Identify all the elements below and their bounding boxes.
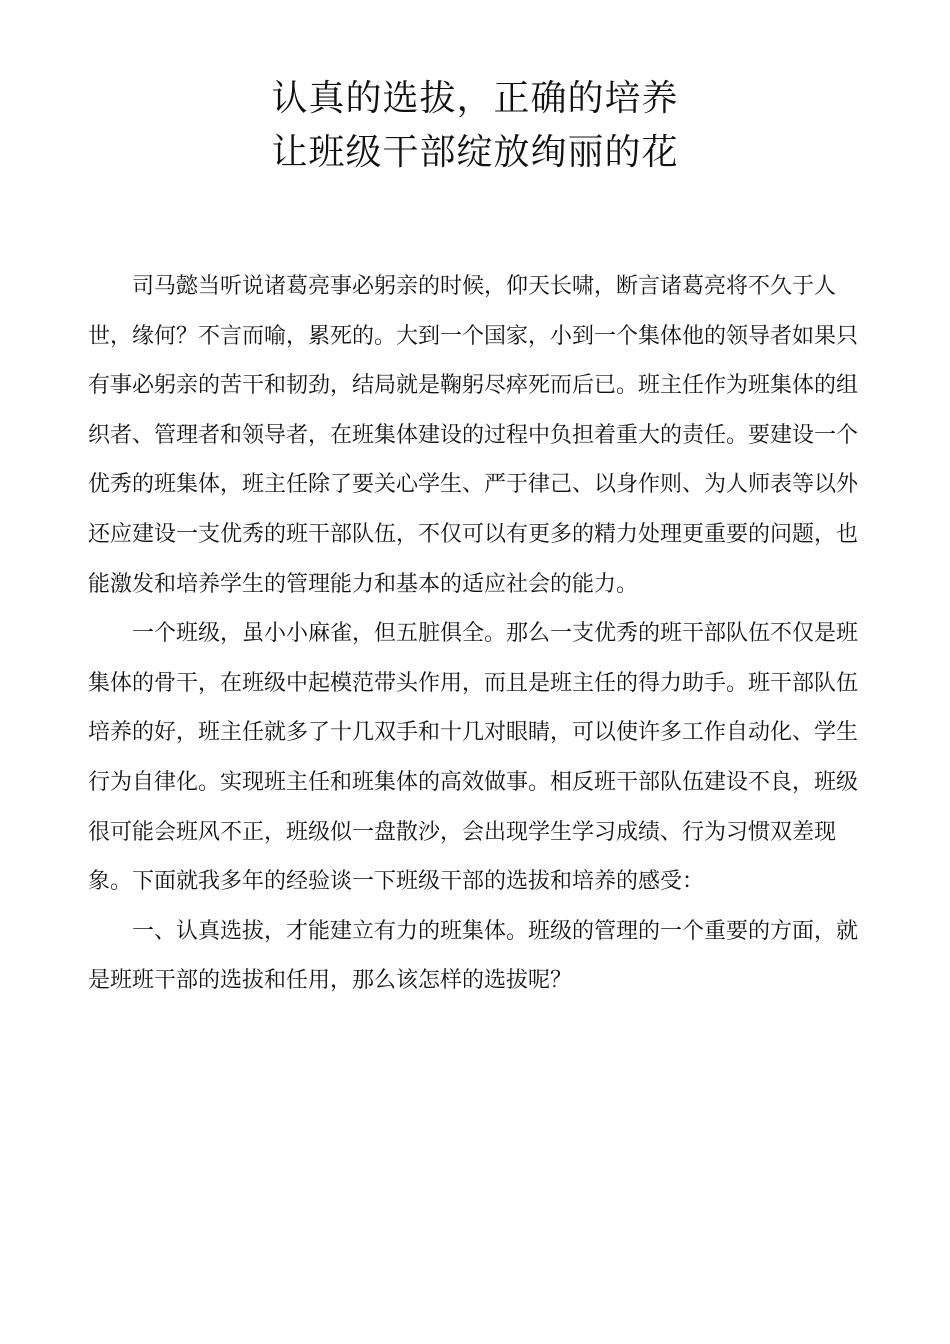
title-line-1: 认真的选拔，正确的培养: [271, 78, 679, 119]
document-body: [88, 262, 878, 1006]
paragraph-3: 一、认真选拔，才能建立有力的班集体。班级的管理的一个重要的方面，就是班班干部的选拔和任用，那么该怎样的选拔呢？: [88, 918, 859, 994]
paragraph-1: 司马懿当听说诸葛亮事必躬亲的时候，仰天长啸，断言诸葛亮将不久于人世，缘何？不言而喻，累死的。大到一个国家，小到一个集体他的领导者如果只有事必躬亲的苦干和韧劲，结局就是鞠躬尽瘁死而后已。班主任作为班集体的组织者、管理者和领导者，在班集体建设的过程中负担着重大的责任。要建设一个优秀的班集体，班主任除了要关心学生、严于律己、以身作则、为人师表等以外还应建设一支优秀的班干部队伍，不仅可以有更多的精力处理更重要的问题，也能激发和培养学生的管理能力和基本的适应社会的能力。: [88, 274, 859, 597]
title-line-2: 让班级干部绽放绚丽的花: [271, 132, 679, 173]
document-title: [0, 72, 950, 180]
paragraph-2: 一个班级，虽小小麻雀，但五脏俱全。那么一支优秀的班干部队伍不仅是班集体的骨干，在班级中起模范带头作用，而且是班主任的得力助手。班干部队伍培养的好，班主任就多了十几双手和十几对眼睛，可以使许多工作自动化、学生行为自律化。实现班主任和班集体的高效做事。相反班干部队伍建设不良，班级很可能会班风不正，班级似一盘散沙，会出现学生学习成绩、行为习惯双差现象。下面就我多年的经验谈一下班级干部的选拔和培养的感受：: [88, 621, 859, 895]
